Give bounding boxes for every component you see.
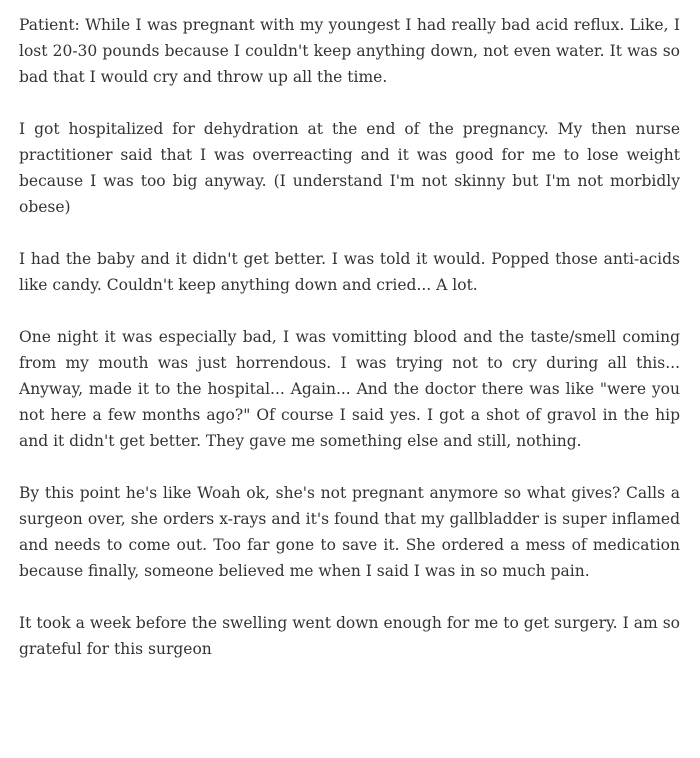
paragraph-3: I had the baby and it didn't get better. I was told it would. Popped those anti-acids like candy. Couldn't keep anything down and cried... A lot. bbox=[19, 250, 680, 294]
paragraph-4: One night it was especially bad, I was vomitting blood and the taste/smell coming from my mouth was just horrendous. I was trying not to cry during all this... Anyway, made it to the hospital... Again... And the doctor there was like "were you not here a few months ago?" Of course I said yes. I got a shot of gravol in the hip and it didn't get better. They gave me something else and still, nothing. bbox=[19, 328, 680, 450]
paragraph-2: I got hospitalized for dehydration at the end of the pregnancy. My then nurse practitioner said that I was overreacting and it was good for me to lose weight because I was too big anyway. (I understand I'm not skinny but I'm not morbidly obese) bbox=[19, 120, 680, 216]
paragraph-6: It took a week before the swelling went down enough for me to get surgery. I am so grateful for this surgeon bbox=[19, 614, 680, 658]
paragraph-5: By this point he's like Woah ok, she's not pregnant anymore so what gives? Calls a surgeon over, she orders x-rays and it's found that my gallbladder is super inflamed and needs to come out. Too far gone to save it. She ordered a mess of medication because finally, someone believed me when I said I was in so much pain. bbox=[19, 484, 680, 580]
paragraph-1: Patient: While I was pregnant with my youngest I had really bad acid reflux. Like, I lost 20-30 pounds because I couldn't keep anything down, not even water. It was so bad that I would cry and throw up all the time. bbox=[19, 16, 680, 86]
